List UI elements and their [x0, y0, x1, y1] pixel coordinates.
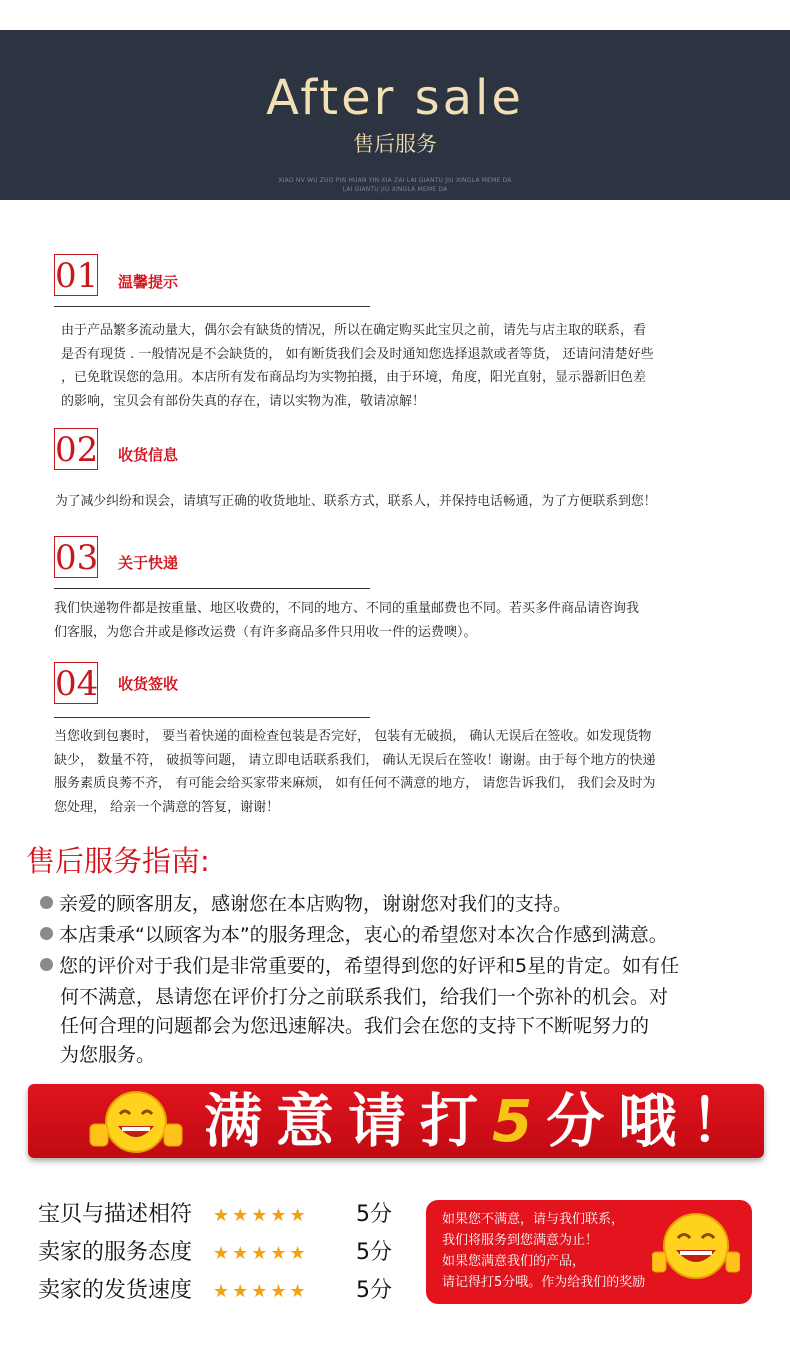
card-line: 如果您满意我们的产品，: [442, 1254, 586, 1269]
guide-line: 您的评价对于我们是非常重要的，希望得到您的好评和5星的肯定。如有任: [40, 955, 679, 978]
header-subtitle: 售后服务: [353, 132, 437, 156]
section-text: 我们快递物件都是按重量、地区收费的，不同的地方、不同的重量邮费也不同。若买多件商品请咨询我 们客服，为您合并或是修改运费（有许多商品多件只用收一件的运费噢）。: [54, 601, 640, 640]
rating-banner: [28, 1084, 764, 1158]
section-number: 02: [55, 430, 99, 470]
guide-title: 售后服务指南:: [26, 844, 210, 878]
guide-line: 为您服务。: [60, 1044, 156, 1066]
card-line: 我们将服务到您满意为止！: [442, 1233, 599, 1248]
banner-text: 满意请打5分哦！: [204, 1087, 763, 1155]
section-divider: [54, 588, 370, 589]
smiley-thumbs-up-icon: [88, 1086, 184, 1158]
header-decor-text-1: XIAO NV WU ZUO PIN HUAN YIN XIA ZAI LAI GIANTU JIU XINGLA MEME DA: [278, 177, 512, 184]
guide-line: 本店秉承“以顾客为本”的服务理念，衷心的希望您对本次合作感到满意。: [40, 924, 668, 947]
star-icon: ★★★★★: [213, 1281, 309, 1302]
smiley-icon: [652, 1208, 740, 1286]
guide-line: 任何合理的问题都会为您迅速解决。我们会在您的支持下不断呢努力的: [60, 1015, 650, 1037]
guide-line: 何不满意，恳请您在评价打分之前联系我们，给我们一个弥补的机会。对: [60, 986, 669, 1008]
section-title: 温馨提示: [118, 273, 179, 291]
card-line: 如果您不满意，请与我们联系，: [442, 1212, 625, 1227]
bullet-dot-icon: [40, 927, 53, 940]
section-title: 关于快递: [118, 554, 179, 572]
rating-row: 卖家的服务态度 ★★★★★ 5分: [38, 1238, 210, 1268]
section-text: 为了减少纠纷和误会，请填写正确的收货地址、联系方式，联系人，并保持电话畅通，为了方便联系到您！: [55, 494, 657, 509]
star-icon: ★★★★★: [213, 1205, 309, 1226]
card-line: 请记得打5分哦。作为给我们的奖励: [442, 1275, 646, 1290]
section-text: 由于产品繁多流动量大，偶尔会有缺货的情况，所以在确定购买此宝贝之前，请先与店主取的联系，看 是否有现货 . 一般情况是不会缺货的， 如有断货我们会及时通知您选择退款或者等货， 还请问清楚好些 ，已免耽误您的急用。本店所有发布商品均为实物拍摄，由于环境，角度，阳光直射，显示器新旧色差 的影响，宝贝会有部份失真的存在，请以实物为准，敬请凉解！: [61, 323, 654, 409]
section-title: 收货信息: [118, 446, 179, 464]
header-title: After sale: [266, 70, 524, 126]
bullet-dot-icon: [40, 958, 53, 971]
contact-card: [426, 1200, 752, 1304]
section-text: 当您收到包裹时， 要当着快递的面检查包装是否完好， 包装有无破损， 确认无误后在签收。如发现货物 缺少， 数量不符， 破损等问题， 请立即电话联系我们， 确认无误后在签收！谢谢。由于每个地方的快递 服务素质良莠不齐， 有可能会给买家带来麻烦， 如有任何不满意的地方， 请您告诉我们， 我们会及时为 您处理， 给亲一个满意的答复，谢谢！: [54, 729, 656, 815]
after-sale-header: [0, 30, 790, 200]
section-number: 03: [55, 538, 99, 578]
bullet-dot-icon: [40, 896, 53, 909]
rating-row: 卖家的发货速度 ★★★★★ 5分: [38, 1276, 210, 1306]
section-number: 01: [55, 256, 99, 296]
header-decor-text-2: LAI GIANTU JIU XINGLA MEME DA: [342, 186, 448, 193]
guide-line: 亲爱的顾客朋友，感谢您在本店购物，谢谢您对我们的支持。: [40, 893, 572, 916]
section-number: 04: [55, 664, 99, 704]
star-icon: ★★★★★: [213, 1243, 309, 1264]
section-divider: [54, 306, 370, 307]
section-divider: [54, 717, 370, 718]
rating-row: 宝贝与描述相符 ★★★★★ 5分: [38, 1200, 210, 1230]
section-title: 收货签收: [118, 675, 179, 693]
